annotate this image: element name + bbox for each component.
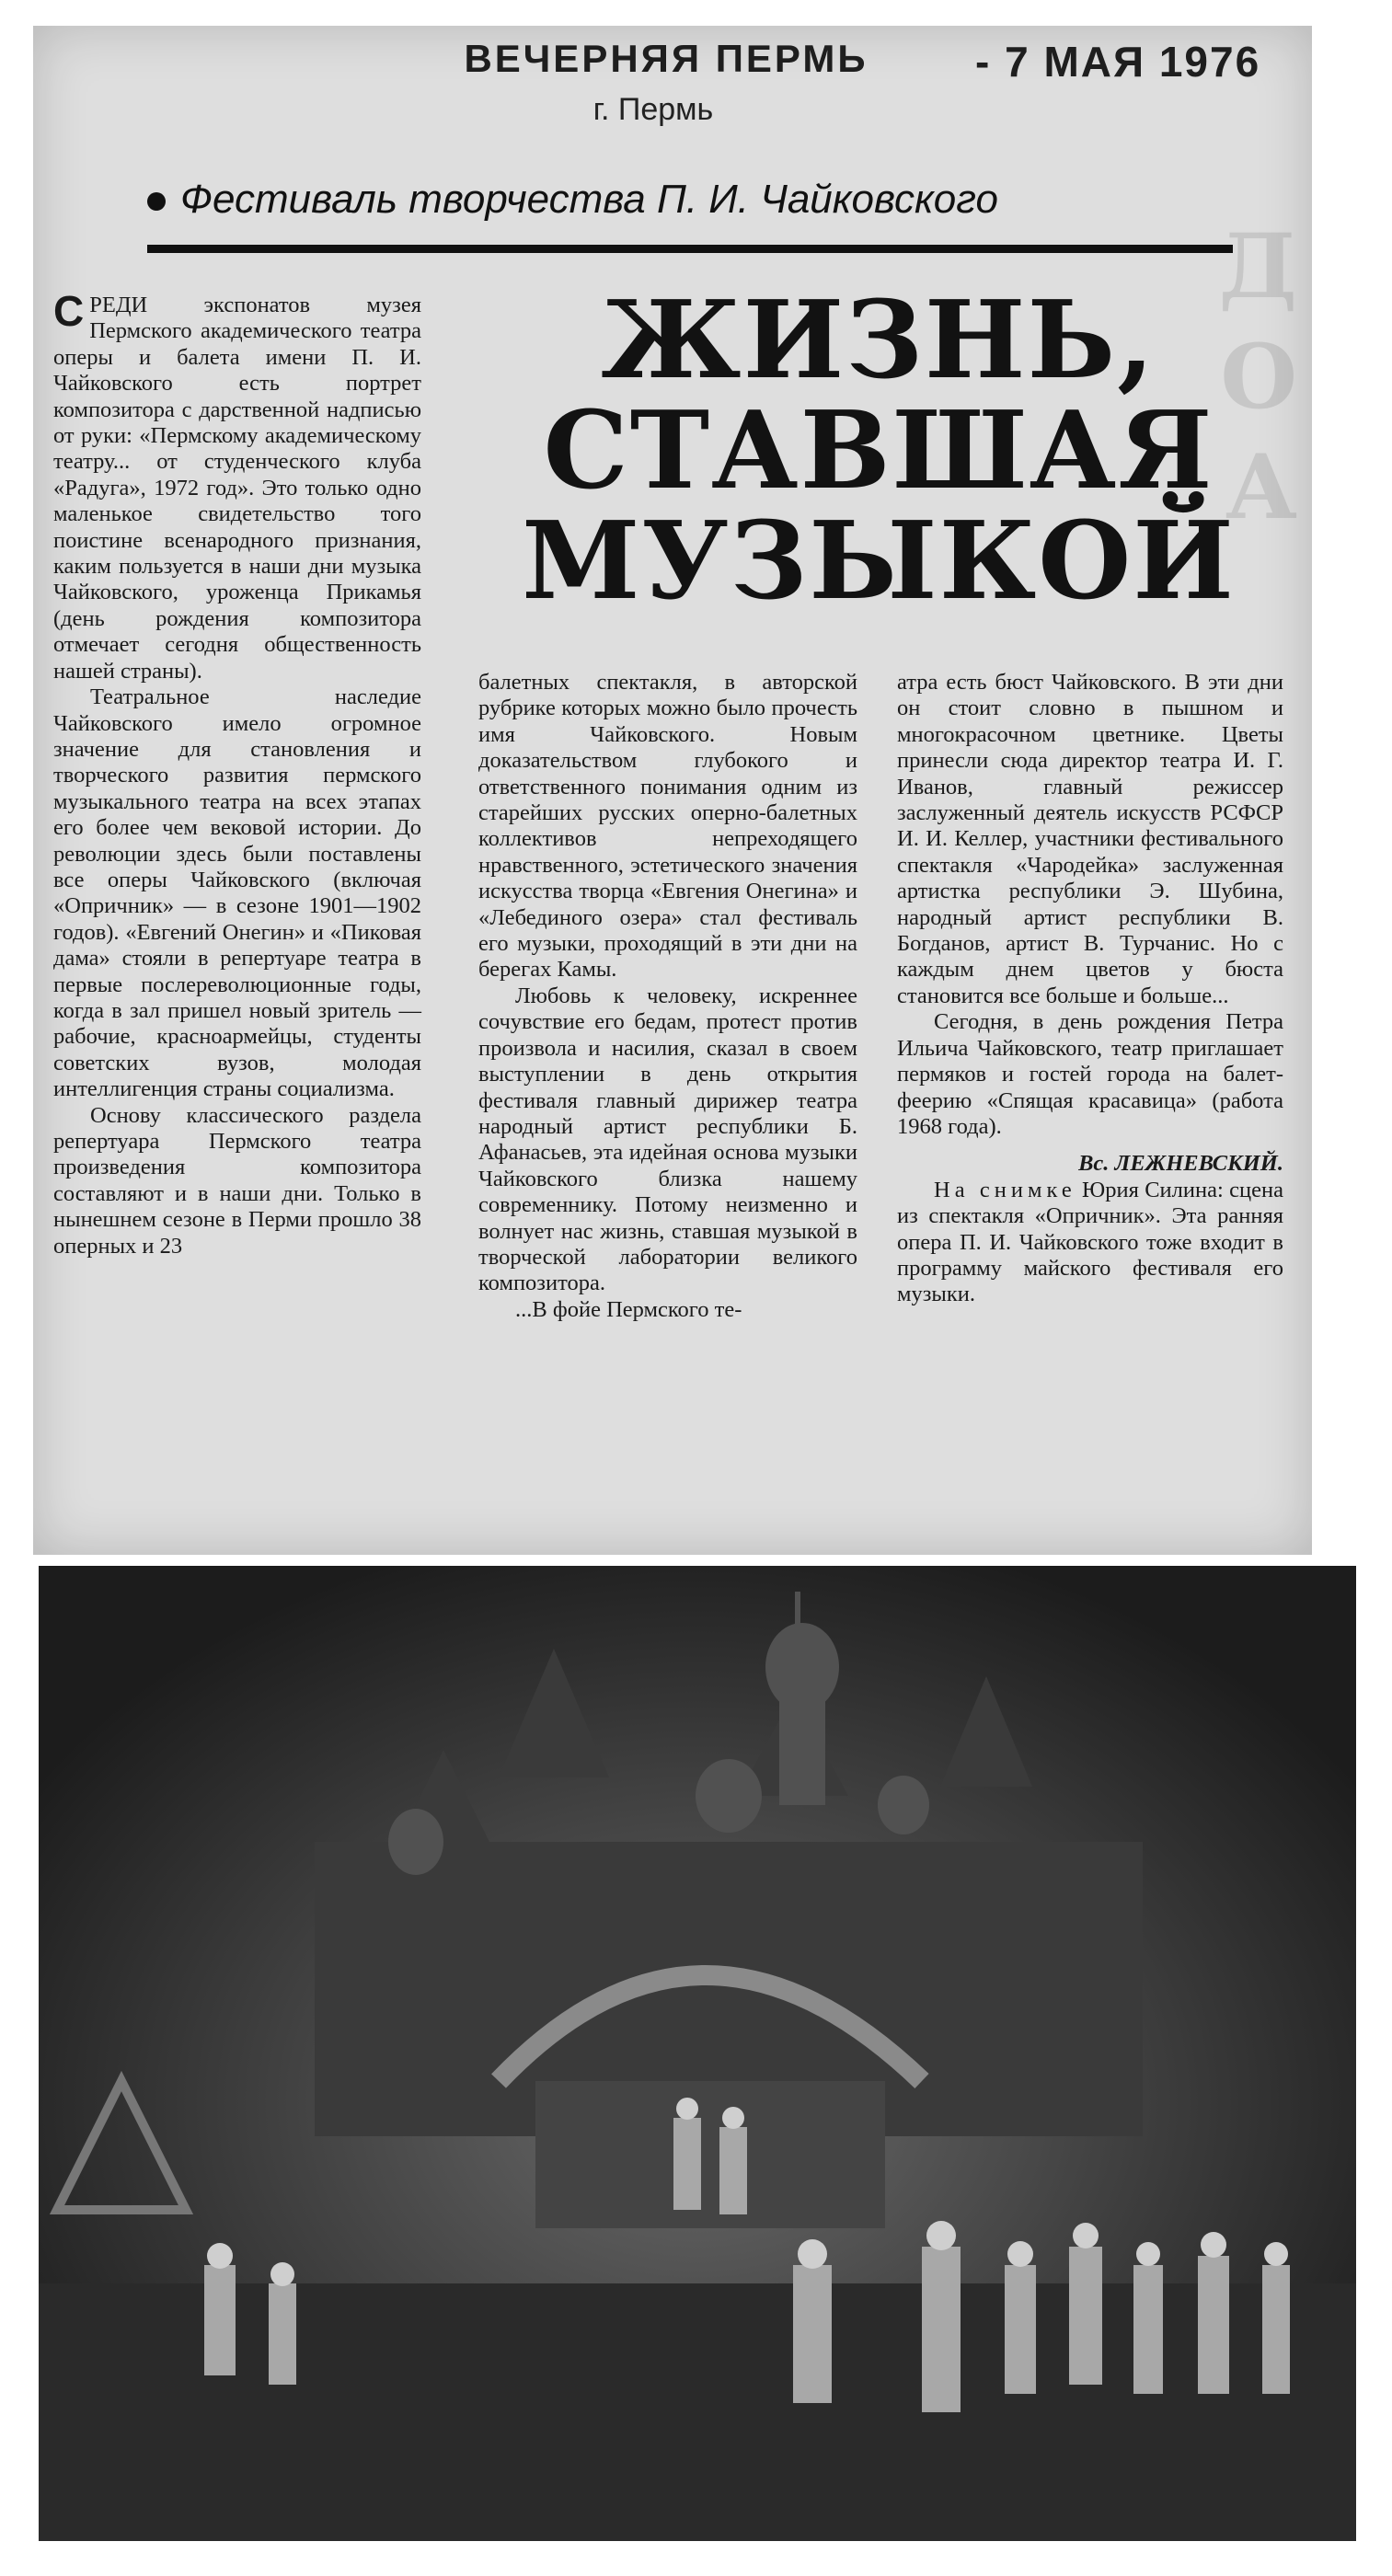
newspaper-masthead: ВЕЧЕРНЯЯ ПЕРМЬ <box>464 37 869 80</box>
photo-caption <box>897 1178 1283 1308</box>
author-byline: Вс. ЛЕЖНЕВСКИЙ. <box>1078 1151 1283 1177</box>
article-column-3 <box>897 670 1283 1308</box>
paragraph: ...В фойе Пермского те- <box>515 1296 742 1322</box>
headline-line-2: СТАВШАЯ <box>543 388 1214 513</box>
paragraph: балетных спектакля, в авторской рубрике которых можно было прочесть имя Чайковского. Новым доказательством глубокого и ответственного понимания одним из старейших русских оперно-балетных коллективов непреходящего нравственного, эстетического значения искусства творца «Евгения Онегина» и «Лебединого озера» стал фестиваль его музыки, проходящий в эти дни на берегах Камы. <box>478 670 857 983</box>
paragraph-text: РЕДИ экспонатов музея Пермского академического театра оперы и балета имени П. И. Чайковского есть портрет композитора с дарственной надписью от руки: «Пермскому академическому театру... от студенческого клуба «Радуга», 1972 год». Это только одно маленькое свидетельство того поистине всенародного признания, каким пользуется в наши дни музыка Чайковского, уроженца Прикамья (день рождения композитора отмечает сегодня общественность нашей страны). <box>53 293 421 684</box>
rubric-rule <box>147 245 1233 253</box>
paragraph: Сегодня, в день рождения Петра Ильича Чайковского, театр приглашает пермяков и гостей города на балет-феерию «Спящая красавица» (работа 1968 года). <box>897 1009 1283 1139</box>
paragraph: Основу классического раздела репертуара Пермского театра произведения композитора составляют и в наши дни. Только в нынешнем сезоне в Перми прошло 38 оперных и 23 <box>53 1102 421 1259</box>
bullet-icon <box>147 192 166 211</box>
paragraph <box>53 287 421 684</box>
caption-text: Юрия Силина: сцена из спектакля «Опричник». Эта ранняя опера П. И. Чайковского тоже входит в программу майского фестиваля его музыки. <box>897 1177 1283 1307</box>
city-label: г. Пермь <box>592 92 714 127</box>
drop-cap: С <box>53 287 85 335</box>
article-column-1 <box>53 287 421 1259</box>
headline-line-1: ЖИЗНЬ, <box>601 278 1156 403</box>
paragraph: атра есть бюст Чайковского. В эти дни он стоит словно в пышном и многокрасочном цветнике. Цветы принесли сюда директор театра И. Г. Иванов, главный режиссер заслуженный деятель искусств РСФСР И. И. Келлер, участники фестивального спектакля «Чародейка» заслуженная артистка республики Э. Шубина, народный артист республики В. Богданов, артист В. Турчанис. Но с каждым днем цветов у бюста становится все больше и больше... <box>897 670 1283 1008</box>
article-column-2 <box>478 670 857 1323</box>
rubric-text: Фестиваль творчества П. И. Чайковского <box>180 177 998 222</box>
headline-line-3: МУЗЫКОЙ <box>522 499 1236 624</box>
paragraph: Театральное наследие Чайковского имело огромное значение для становления и творческого развития пермского музыкального театра на всех этапах его более чем вековой истории. До революции здесь были поставлены все оперы Чайковского (включая «Опричник» — в сезоне 1901—1902 годов). «Евгений Онегин» и «Пиковая дама» стояли в репертуаре театра в первые послереволюционные годы, когда в зал пришел новый зритель — рабочие, красноармейцы, студенты советских вузов, молодая интеллигенция страны социализма. <box>53 684 421 1102</box>
handstamp-date: - 7 МАЯ 1976 <box>975 38 1261 86</box>
stage-photo <box>39 1566 1356 2541</box>
paragraph: Любовь к человеку, искреннее сочувствие его бедам, протест против произвола и насилия, сказал в своем выступлении в день открытия фестиваля главный дирижер театра народный артист республики Б. Афанасьев, эта идейная основа музыки Чайковского близка нашему современнику. Потому неизменно и волнует нас жизнь, ставшая музыкой в творческой лаборатории великого композитора. <box>478 983 857 1296</box>
article-headline <box>497 278 1260 624</box>
section-rubric <box>147 177 1242 223</box>
opera-scene-illustration <box>39 1566 1356 2541</box>
caption-lead: На снимке <box>934 1177 1076 1202</box>
